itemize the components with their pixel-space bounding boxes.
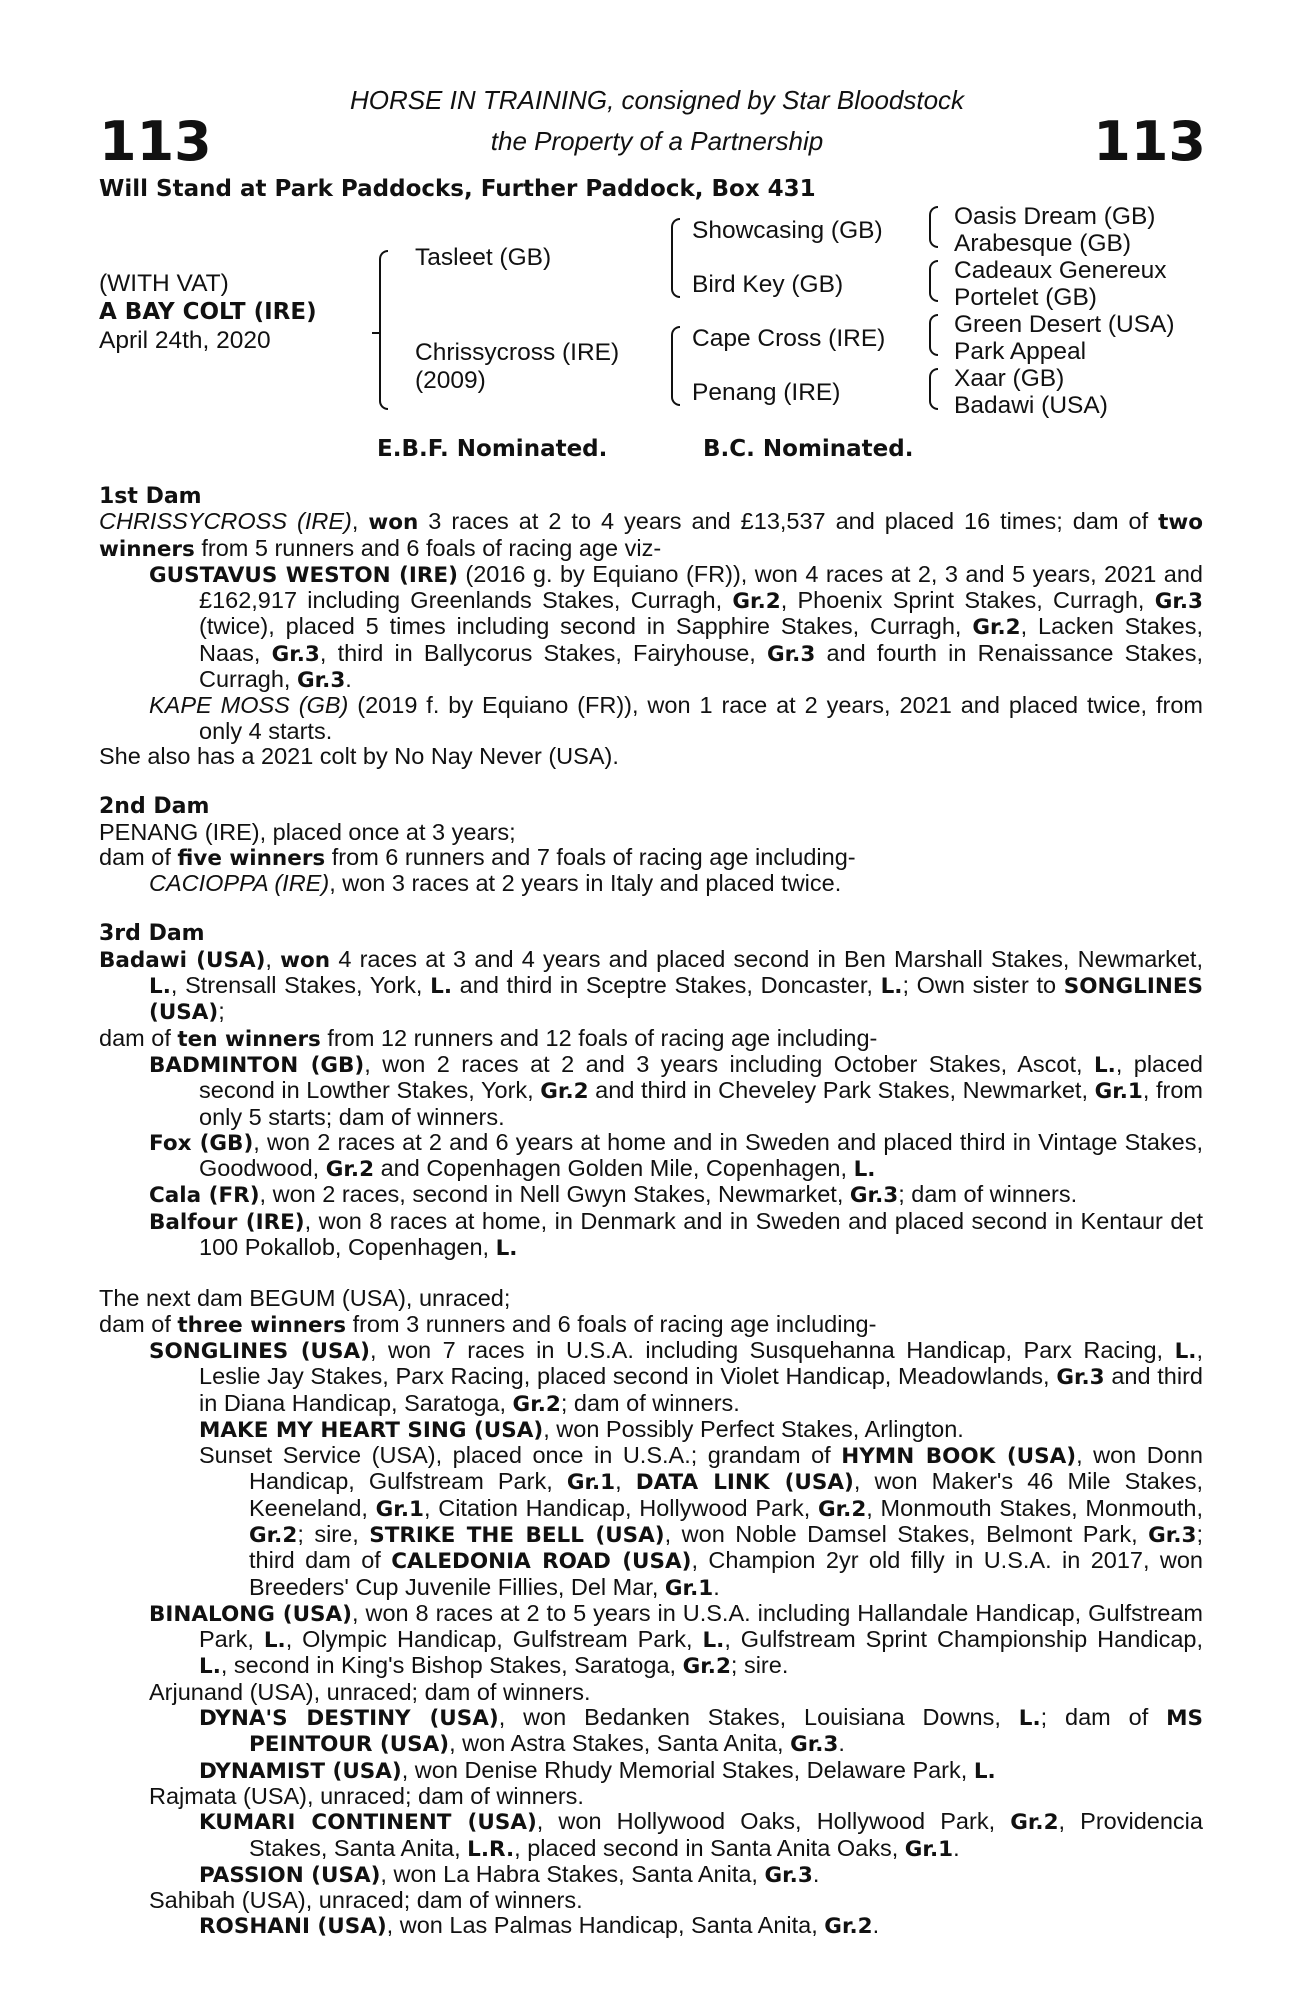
bold-run: KUMARI CONTINENT (USA) <box>199 1810 537 1836</box>
text-run: , <box>615 1468 636 1495</box>
bold-run: L. <box>495 1236 518 1262</box>
dam-year: (2009) <box>415 367 486 394</box>
bold-run: L. <box>880 974 903 1000</box>
text-run: and third in Cheveley Park Stakes, Newmarket, <box>588 1077 1095 1104</box>
dam-sire: Cape Cross (IRE) <box>692 325 886 352</box>
text-run: from 3 runners and 6 foals of racing age including- <box>346 1310 877 1337</box>
ggs-brace-1 <box>922 206 938 248</box>
text-run: , won 2 races at 2 and 6 years at home and in Sweden and placed third in Vintage Stakes, Goodwood, <box>199 1128 1203 1182</box>
bold-run: three winners <box>177 1312 347 1338</box>
text-run: and third in Sceptre Stakes, Doncaster, <box>452 972 881 999</box>
ggs-3: Cadeaux Genereux <box>954 257 1167 284</box>
bold-run: Fox (GB) <box>149 1130 254 1156</box>
produce-balfour <box>99 1209 1203 1262</box>
main-brace <box>372 250 388 410</box>
text-run: ; dam of <box>1040 1704 1167 1731</box>
bold-run: HYMN BOOK (USA) <box>841 1444 1077 1470</box>
produce-dynas-destiny <box>99 1705 1203 1758</box>
text-run: ; dam of winners. <box>898 1181 1078 1208</box>
produce-songlines <box>99 1338 1203 1417</box>
text-run: . <box>872 1912 880 1939</box>
bold-run: L. <box>1018 1706 1041 1732</box>
sire-sire: Showcasing (GB) <box>692 217 883 244</box>
bold-run: DYNA'S DESTINY (USA) <box>199 1706 499 1732</box>
ggs-8: Badawi (USA) <box>954 392 1108 419</box>
bold-run: Gr.3 <box>1154 589 1203 615</box>
text-run: . <box>838 1730 845 1757</box>
bold-run: Gr.2 <box>972 615 1021 641</box>
bold-run: Cala (FR) <box>149 1183 260 1209</box>
bold-run: L. <box>263 1628 286 1654</box>
text-run: and fourth in Renaissance Stakes, Curragh, <box>199 639 1203 693</box>
text-run: , won 2 races at 2 and 3 years including October Stakes, Ascot, <box>364 1050 1094 1077</box>
text-run: , won 8 races at 2 to 5 years in U.S.A. including Hallandale Handicap, Gulfstream Park, <box>199 1599 1203 1653</box>
ggs-4: Portelet (GB) <box>954 284 1097 311</box>
text-run: . <box>953 1834 960 1861</box>
text-run: , third in Ballycorus Stakes, Fairyhouse, <box>319 639 767 666</box>
italic-run: KAPE MOSS (GB) <box>149 692 349 719</box>
bold-run: L. <box>199 1654 221 1680</box>
bold-run: L. <box>1093 1052 1116 1078</box>
text-run: , Lacken Stakes, Naas, <box>199 613 1203 666</box>
produce-rajmata <box>99 1784 1203 1809</box>
property-line: the Property of a Partnership <box>490 126 824 156</box>
bold-run: Gr.3 <box>1056 1365 1105 1391</box>
dam-brace <box>664 326 680 406</box>
produce-cala <box>99 1182 1203 1208</box>
bold-run: L. <box>430 974 453 1000</box>
third-dam-heading: 3rd Dam <box>99 921 205 947</box>
bold-run: PASSION (USA) <box>199 1862 381 1888</box>
bold-run: BADMINTON (GB) <box>149 1052 365 1078</box>
bold-run: SONGLINES (USA) <box>149 974 1203 1026</box>
ggs-1: Oasis Dream (GB) <box>954 203 1156 230</box>
text-run: , won Donn Handicap, Gulfstream Park, <box>249 1442 1203 1495</box>
text-run: , second in King's Bishop Stakes, Saratoga, <box>220 1652 683 1679</box>
produce-sunset-service <box>99 1443 1203 1601</box>
stand-location: Will Stand at Park Paddocks, Further Paddock, Box 431 <box>99 176 816 202</box>
text-run: Sunset Service (USA), placed once in U.S.A.; grandam of <box>199 1442 842 1469</box>
text-run: She also has a 2021 colt by No Nay Never (USA). <box>99 742 619 769</box>
bold-run: SONGLINES (USA) <box>149 1338 370 1364</box>
ggs-brace-2 <box>922 260 938 302</box>
bold-run: ROSHANI (USA) <box>199 1914 387 1940</box>
text-run: (2019 f. by Equiano (FR)), won 1 race at 2 years, 2021 and placed twice, from only 4 starts. <box>199 692 1203 744</box>
bold-run: Gr.3 <box>764 1862 813 1888</box>
text-run: , won 2 races, second in Nell Gwyn Stakes, Newmarket, <box>259 1181 850 1208</box>
produce-record <box>99 484 1203 1940</box>
text-run: from 5 runners and 6 foals of racing age viz- <box>194 534 662 561</box>
foaling-date: April 24th, 2020 <box>99 327 271 354</box>
text-run: , Leslie Jay Stakes, Parx Racing, placed second in Violet Handicap, Meadowlands, <box>199 1336 1203 1390</box>
text-run: , won 7 races in U.S.A. including Susquehanna Handicap, Parx Racing, <box>369 1336 1175 1363</box>
bold-run: Gr.2 <box>540 1079 589 1105</box>
bold-run: L. <box>973 1758 996 1784</box>
bold-run: Gr.2 <box>325 1157 375 1183</box>
second-dam-summary <box>99 820 1203 845</box>
text-run: (2016 g. by Equiano (FR)), won 4 races at 2, 3 and 5 years, 2021 and £162,917 including Greenlands Stakes, Curragh, <box>199 560 1203 614</box>
bold-run: Gr.3 <box>849 1183 899 1209</box>
text-run: ; Own sister to <box>902 972 1064 999</box>
text-run: and third in Diana Handicap, Saratoga, <box>199 1363 1203 1416</box>
second-dam-heading: 2nd Dam <box>99 794 210 820</box>
text-run: , won Possibly Perfect Stakes, Arlington. <box>543 1415 964 1442</box>
bold-run: ten winners <box>177 1026 321 1052</box>
text-run: dam of <box>99 1310 178 1337</box>
text-run: dam of <box>99 1024 178 1051</box>
bold-run: won <box>280 947 331 973</box>
bold-run: Gr.3 <box>296 668 346 694</box>
text-run: , won La Habra Stakes, Santa Anita, <box>380 1860 765 1887</box>
next-dam-produce-line <box>99 1312 1203 1338</box>
bold-run: two winners <box>99 510 1203 562</box>
vat-note: (WITH VAT) <box>99 270 229 297</box>
text-run: , won 3 races at 2 years in Italy and placed twice. <box>329 870 842 897</box>
bold-run: L. <box>853 1157 876 1183</box>
text-run: from 6 runners and 7 foals of racing age including- <box>325 843 856 870</box>
text-run: , Gulfstream Sprint Championship Handicap, <box>724 1626 1203 1653</box>
text-run: , Strensall Stakes, York, <box>170 972 431 999</box>
ebf-nomination: E.B.F. Nominated. <box>377 436 608 462</box>
text-run: , won Denise Rhudy Memorial Stakes, Delaware Park, <box>401 1756 974 1783</box>
produce-kumari-continent <box>99 1809 1203 1862</box>
text-run: ; <box>218 998 225 1025</box>
third-dam-produce-line <box>99 1026 1203 1052</box>
text-run: , Phoenix Sprint Stakes, Curragh, <box>780 587 1155 614</box>
bold-run: Gr.2 <box>824 1914 873 1940</box>
produce-fox <box>99 1130 1203 1183</box>
bold-run: BINALONG (USA) <box>149 1601 353 1627</box>
text-run: and Copenhagen Golden Mile, Copenhagen, <box>374 1155 854 1182</box>
dam-dam: Penang (IRE) <box>692 379 841 406</box>
bold-run: five winners <box>177 845 326 871</box>
text-run: , won 8 races at home, in Denmark and in Sweden and placed second in Kentaur det 100 Pokallob, Copenhagen, <box>199 1207 1203 1261</box>
third-dam-summary <box>99 947 1203 1026</box>
dam-name: Chrissycross (IRE) <box>415 339 620 366</box>
first-dam-summary <box>99 509 1203 562</box>
text-run: , won Astra Stakes, Santa Anita, <box>449 1730 791 1757</box>
first-dam-heading: 1st Dam <box>99 484 202 509</box>
bold-run: Gr.3 <box>790 1732 839 1758</box>
produce-gustavus-weston <box>99 562 1203 693</box>
text-run: , won Hollywood Oaks, Hollywood Park, <box>536 1808 1011 1835</box>
ggs-6: Park Appeal <box>954 338 1087 365</box>
bold-run: Gr.2 <box>249 1522 298 1548</box>
text-run: . <box>345 666 352 693</box>
text-run: , won Noble Damsel Stakes, Belmont Park, <box>664 1520 1149 1547</box>
bold-run: Gr.2 <box>1010 1810 1059 1836</box>
text-run: , Champion 2yr old filly in U.S.A. in 2017, won Breeders' Cup Juvenile Fillies, Del Mar, <box>249 1547 1204 1600</box>
lot-number-right: 113 <box>1093 110 1206 173</box>
text-run: , Olympic Handicap, Gulfstream Park, <box>285 1626 703 1653</box>
text-run: ; sire. <box>730 1652 789 1679</box>
text-run: 4 races at 3 and 4 years and placed second in Ben Marshall Stakes, Newmarket, <box>330 945 1203 972</box>
text-run: . <box>713 1573 720 1600</box>
sire-name: Tasleet (GB) <box>415 244 552 271</box>
text-run: ; third dam of <box>249 1520 1203 1574</box>
text-run: Arjunand (USA), unraced; dam of winners. <box>149 1678 591 1705</box>
text-run: , placed second in Santa Anita Oaks, <box>514 1834 905 1861</box>
produce-dynamist <box>99 1758 1203 1784</box>
bold-run: Gr.2 <box>817 1496 867 1522</box>
bold-run: CALEDONIA ROAD (USA) <box>391 1549 692 1575</box>
bold-run: Gr.2 <box>512 1391 561 1417</box>
text-run: The next dam BEGUM (USA), unraced; <box>99 1285 511 1312</box>
italic-run: CACIOPPA (IRE) <box>149 870 330 897</box>
text-run: , <box>351 508 369 535</box>
bold-run: L.R. <box>467 1836 515 1862</box>
bold-run: DYNAMIST (USA) <box>199 1758 402 1784</box>
produce-kape-moss <box>99 693 1203 744</box>
bold-run: GUSTAVUS WESTON (IRE) <box>149 562 458 588</box>
ggs-7: Xaar (GB) <box>954 365 1065 392</box>
second-dam-produce-line <box>99 845 1203 871</box>
ggs-2: Arabesque (GB) <box>954 230 1132 257</box>
bc-nomination: B.C. Nominated. <box>703 436 914 462</box>
next-dam-summary <box>99 1286 1203 1311</box>
text-run: , <box>265 945 281 972</box>
bold-run: Gr.1 <box>664 1575 714 1601</box>
ggs-5: Green Desert (USA) <box>954 311 1175 338</box>
bold-run: STRIKE THE BELL (USA) <box>369 1522 665 1548</box>
text-run: ; dam of winners. <box>560 1389 740 1416</box>
produce-badminton <box>99 1052 1203 1130</box>
produce-cacioppa <box>99 871 1203 896</box>
bold-run: L. <box>702 1628 725 1654</box>
first-dam-note <box>99 744 1203 769</box>
text-run: , won Bedanken Stakes, Louisiana Downs, <box>498 1704 1019 1731</box>
consignor-line: HORSE IN TRAINING, consigned by Star Bloodstock <box>349 85 965 115</box>
text-run: ; sire, <box>297 1520 370 1547</box>
bold-run: Gr.3 <box>1148 1522 1197 1548</box>
bold-run: Gr.1 <box>1094 1079 1143 1105</box>
ggs-brace-4 <box>922 368 938 410</box>
bold-run: Badawi (USA) <box>99 947 266 973</box>
produce-binalong <box>99 1601 1203 1680</box>
produce-roshani <box>99 1913 1203 1939</box>
lot-name: A BAY COLT (IRE) <box>99 299 317 325</box>
bold-run: Balfour (IRE) <box>149 1209 305 1235</box>
text-run: , from only 5 starts; dam of winners. <box>199 1077 1203 1130</box>
bold-run: Gr.3 <box>767 641 816 667</box>
bold-run: MS PEINTOUR (USA) <box>249 1706 1203 1758</box>
bold-run: Gr.2 <box>732 589 781 615</box>
text-run: Sahibah (USA), unraced; dam of winners. <box>149 1887 583 1914</box>
text-run: PENANG (IRE), placed once at 3 years; <box>99 818 516 845</box>
bold-run: MAKE MY HEART SING (USA) <box>199 1417 544 1443</box>
text-run: , Monmouth Stakes, Monmouth, <box>866 1494 1203 1521</box>
text-run: 3 races at 2 to 4 years and £13,537 and placed 16 times; dam of <box>418 508 1159 535</box>
lot-number-left: 113 <box>99 110 212 173</box>
text-run: , Providencia Stakes, Santa Anita, <box>249 1808 1203 1861</box>
bold-run: L. <box>1174 1338 1197 1364</box>
text-run: . <box>812 1860 820 1887</box>
bold-run: Gr.3 <box>271 641 320 667</box>
produce-make-my-heart-sing <box>99 1417 1203 1443</box>
text-run: , won Maker's 46 Mile Stakes, Keeneland, <box>249 1468 1203 1521</box>
produce-passion <box>99 1862 1203 1888</box>
text-run: , Citation Handicap, Hollywood Park, <box>423 1494 818 1521</box>
bold-run: Gr.1 <box>566 1470 616 1496</box>
text-run: Rajmata (USA), unraced; dam of winners. <box>149 1782 584 1809</box>
bold-run: Gr.1 <box>375 1496 424 1522</box>
text-run: , won Las Palmas Handicap, Santa Anita, <box>386 1912 825 1939</box>
produce-sahibah <box>99 1888 1203 1913</box>
produce-arjunand <box>99 1680 1203 1705</box>
sire-brace <box>664 218 680 298</box>
ggs-brace-3 <box>922 314 938 356</box>
bold-run: won <box>368 510 419 536</box>
text-run: dam of <box>99 843 178 870</box>
text-run: from 12 runners and 12 foals of racing age including- <box>320 1024 878 1051</box>
bold-run: L. <box>149 974 171 1000</box>
text-run: (twice), placed 5 times including second in Sapphire Stakes, Curragh, <box>199 613 973 640</box>
text-run: , placed second in Lowther Stakes, York, <box>199 1050 1204 1104</box>
bold-run: Gr.1 <box>904 1836 954 1862</box>
bold-run: DATA LINK (USA) <box>635 1470 854 1496</box>
italic-run: CHRISSYCROSS (IRE) <box>99 508 352 535</box>
sire-dam: Bird Key (GB) <box>692 271 844 298</box>
bold-run: Gr.2 <box>682 1654 731 1680</box>
